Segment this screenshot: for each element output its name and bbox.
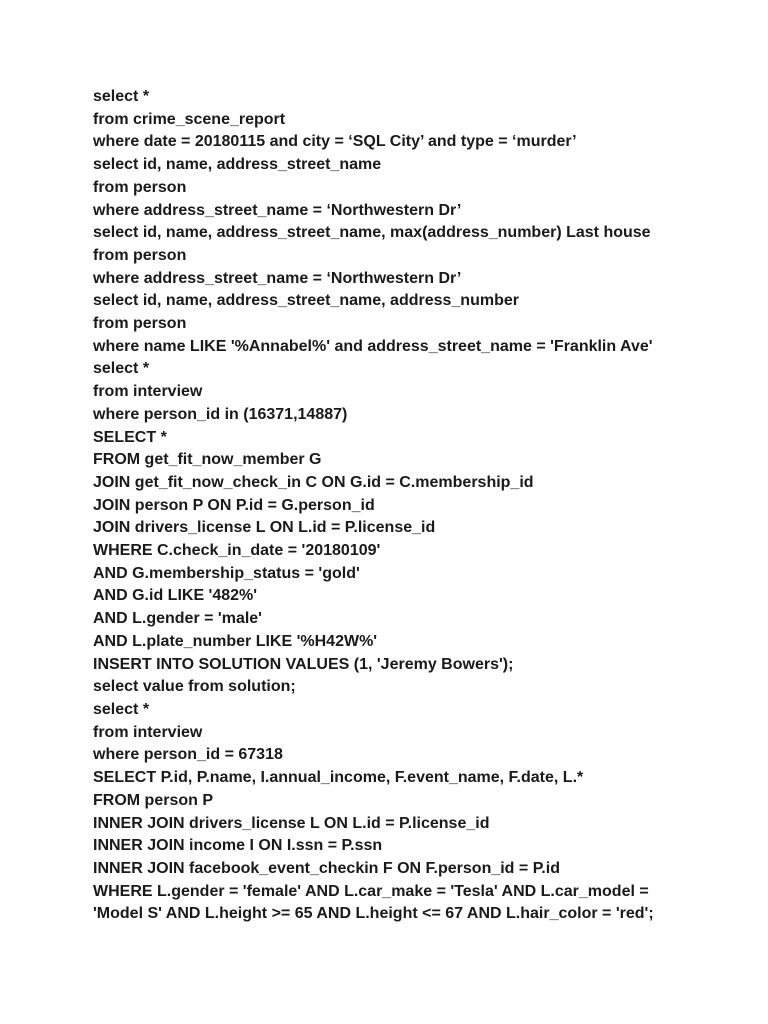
sql-line: where name LIKE '%Annabel%' and address_street_name = 'Franklin Ave' xyxy=(93,337,653,355)
sql-line: JOIN drivers_license L ON L.id = P.license_id xyxy=(93,519,436,537)
sql-line: where address_street_name = ‘Northwestern Dr’ xyxy=(93,201,462,219)
sql-line: WHERE L.gender = 'female' AND L.car_make = 'Tesla' AND L.car_model = xyxy=(93,882,649,900)
sql-line: select id, name, address_street_name xyxy=(93,156,382,174)
sql-line: select id, name, address_street_name, max(address_number) Last house xyxy=(93,224,651,242)
sql-line: JOIN person P ON P.id = G.person_id xyxy=(93,496,375,514)
sql-line: where address_street_name = ‘Northwestern Dr’ xyxy=(93,269,462,287)
sql-line: WHERE C.check_in_date = '20180109' xyxy=(93,542,381,560)
sql-line: where person_id in (16371,14887) xyxy=(93,405,348,423)
sql-line: from person xyxy=(93,178,187,196)
sql-line: select id, name, address_street_name, address_number xyxy=(93,292,519,310)
sql-line: select * xyxy=(93,360,150,378)
sql-line: from interview xyxy=(93,383,203,401)
sql-line: INNER JOIN drivers_license L ON L.id = P.license_id xyxy=(93,814,490,832)
sql-line: AND G.membership_status = 'gold' xyxy=(93,564,360,582)
sql-line: select * xyxy=(93,700,150,718)
sql-line: from crime_scene_report xyxy=(93,110,286,128)
sql-line: INNER JOIN facebook_event_checkin F ON F.person_id = P.id xyxy=(93,859,560,877)
sql-line: AND G.id LIKE '482%' xyxy=(93,587,258,605)
sql-line: SELECT P.id, P.name, I.annual_income, F.event_name, F.date, L.* xyxy=(93,769,584,787)
sql-line: from person xyxy=(93,246,187,264)
document-page xyxy=(93,86,713,926)
sql-line: select * xyxy=(93,88,150,105)
sql-line: INSERT INTO SOLUTION VALUES (1, 'Jeremy Bowers'); xyxy=(93,655,514,673)
sql-line: select value from solution; xyxy=(93,678,296,696)
sql-line: AND L.plate_number LIKE '%H42W%' xyxy=(93,632,378,650)
sql-line: where date = 20180115 and city = ‘SQL City’ and type = ‘murder’ xyxy=(93,133,577,151)
sql-line: FROM get_fit_now_member G xyxy=(93,451,322,469)
sql-line: where person_id = 67318 xyxy=(93,746,283,764)
sql-line: JOIN get_fit_now_check_in C ON G.id = C.membership_id xyxy=(93,473,534,491)
sql-line: FROM person P xyxy=(93,791,214,809)
sql-line: 'Model S' AND L.height >= 65 AND L.height <= 67 AND L.hair_color = 'red'; xyxy=(93,905,654,923)
sql-line: AND L.gender = 'male' xyxy=(93,610,262,628)
sql-line: INNER JOIN income I ON I.ssn = P.ssn xyxy=(93,837,383,855)
sql-line: from person xyxy=(93,315,187,333)
sql-line: SELECT * xyxy=(93,428,167,446)
sql-line: from interview xyxy=(93,723,203,741)
